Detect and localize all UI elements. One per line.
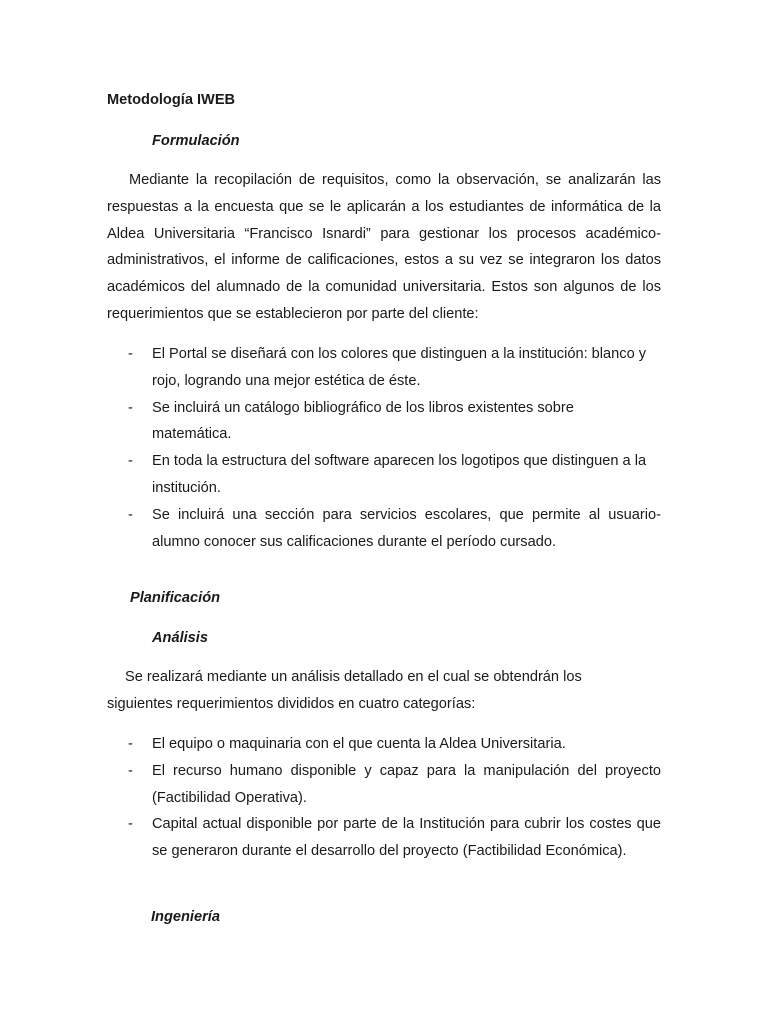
list-item-text: El recurso humano disponible y capaz para la manipulación del proyecto (Factibilidad Operativa).	[152, 762, 661, 806]
list-item-text: El equipo o maquinaria con el que cuenta la Aldea Universitaria.	[152, 736, 566, 752]
bullet-dash: -	[128, 346, 133, 362]
list-item	[107, 341, 661, 395]
bullet-dash: -	[128, 762, 133, 779]
list-item-text: Se incluirá una sección para servicios escolares, que permite al usuario-alumno conocer sus calificaciones durante el período cursado.	[152, 506, 661, 550]
requirements-list	[107, 341, 661, 555]
list-item-text: El Portal se diseñará con los colores que distinguen a la institución: blanco y rojo, logrando una mejor estética de éste.	[152, 346, 647, 389]
bullet-dash: -	[128, 453, 133, 470]
bullet-dash: -	[128, 736, 133, 752]
paragraph-formulacion: Mediante la recopilación de requisitos, como la observación, se analizarán las respuestas a la encuesta que se le aplicarán a los estudiantes de informática de la Aldea Universitaria “Francisco Isnardi” para gestionar los procesos académico-administrativos, el informe de calificaciones, estos a su vez se integraron los datos académicos del alumnado de la comunidad universitaria. Estos son algunos de los requerimientos que se establecieron por parte del cliente:	[107, 172, 661, 322]
heading-ingenieria: Ingeniería	[151, 909, 220, 925]
bullet-dash: -	[128, 506, 133, 523]
bullet-dash: -	[128, 816, 133, 833]
list-item	[107, 395, 661, 449]
list-item	[107, 811, 661, 865]
document-title: Metodología IWEB	[107, 92, 236, 108]
list-item-text: En toda la estructura del software aparecen los logotipos que distinguen a la institución.	[152, 453, 647, 496]
heading-formulacion: Formulación	[152, 133, 240, 149]
bullet-dash: -	[128, 399, 133, 416]
categories-list	[107, 731, 661, 865]
list-item	[107, 758, 661, 812]
list-item	[107, 731, 661, 758]
list-item	[107, 502, 661, 556]
list-item	[107, 448, 661, 502]
paragraph-analisis: Se realizará mediante un análisis detallado en el cual se obtendrán los siguientes requerimientos divididos en cuatro categorías:	[107, 669, 582, 712]
heading-planificacion: Planificación	[130, 590, 221, 606]
heading-analisis: Análisis	[152, 630, 208, 646]
list-item-text: Se incluirá un catálogo bibliográfico de los libros existentes sobre matemática.	[152, 399, 574, 443]
list-item-text: Capital actual disponible por parte de la Institución para cubrir los costes que se generaron durante el desarrollo del proyecto (Factibilidad Económica).	[152, 816, 661, 860]
